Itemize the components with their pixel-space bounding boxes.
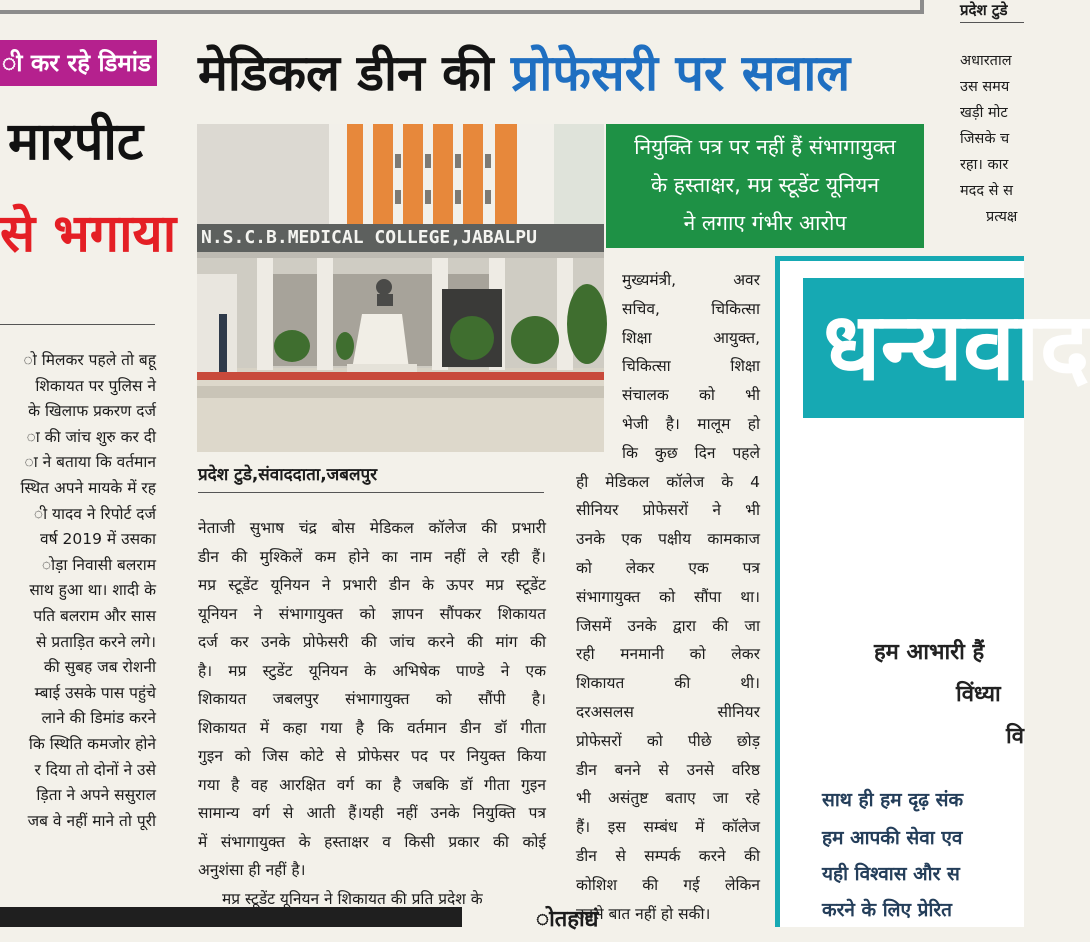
body-line: यूनियन ने संभागायुक्त को ज्ञापन सौंपकर शिकायत: [198, 604, 546, 623]
page-top-border: [0, 0, 920, 14]
advert-line: हम आभारी हैं: [874, 640, 985, 665]
far-right-divider: [960, 22, 1024, 23]
right-col-line: सचिव, चिकित्सा: [622, 299, 760, 318]
advert-line: वि: [1006, 724, 1024, 749]
body-line: में संभागायुक्त के हस्ताक्षर व किसी प्रकार की कोई: [198, 832, 546, 851]
left-body-line: की सुबह जब रोशनी: [43, 658, 156, 677]
right-col-line: हैं। इस सम्बंध में कॉलेज: [576, 818, 760, 837]
left-body-line: ी यादव ने रिपोर्ट दर्ज: [33, 504, 156, 523]
right-col-line: जिसमें उनके द्वारा की जा: [576, 616, 760, 635]
body-line: शिकायत में कहा गया है कि वर्तमान डीन डॉ गीता: [198, 718, 546, 737]
college-building-illustration: [197, 124, 604, 452]
left-body-line: ा ने बताया कि वर्तमान: [24, 453, 156, 472]
left-body-line: ोड़ा निवासी बलराम: [41, 555, 156, 574]
subhead-line: ने लगाए गंभीर आरोप: [683, 211, 847, 235]
far-right-byline: प्रदेश टुडे: [960, 1, 1008, 19]
college-sign-text: N.S.C.B.MEDICAL COLLEGE,JABALPU: [201, 227, 537, 248]
advert-small-line: साथ ही हम दृढ़ संक: [822, 789, 964, 811]
subhead-line: नियुक्ति पत्र पर नहीं हैं संभागायुक्त: [634, 135, 896, 159]
body-line: मप्र स्टूडेंट यूनियन ने शिकायत की प्रति प्रदेश के: [222, 889, 483, 908]
next-headline-fragment: [536, 906, 726, 932]
right-col-line: कोशिश की गई लेकिन: [576, 875, 760, 894]
right-col-line: ही मेडिकल कॉलेज के 4: [576, 472, 760, 491]
advert-small-line: करने के लिए प्रेरित: [822, 899, 952, 921]
right-col-line: कि कुछ दिन पहले: [622, 443, 760, 462]
body-line: दर्ज कर उनके प्रोफेसरी की जांच करने की मांग की: [198, 633, 546, 651]
far-right-line: खड़ी मोट: [960, 105, 1008, 121]
right-col-line: रही मनमानी को लेकर: [576, 645, 760, 664]
body-line: अनुशंसा ही नहीं है।: [198, 861, 306, 879]
right-col-line: सीनियर प्रोफेसरों ने भी: [576, 501, 760, 520]
advert-banner: [803, 278, 1090, 418]
left-body-line: ो मिलकर पहले तो बहू: [23, 351, 156, 369]
right-col-line: उनके एक पक्षीय कामकाज: [576, 530, 760, 549]
far-right-line: प्रत्यक्ष: [986, 209, 1018, 225]
left-story-headline-line2: से भगाया: [0, 204, 177, 264]
right-col-line: उनसे बात नहीं हो सकी।: [576, 904, 711, 923]
far-right-line: जिसके च: [960, 131, 1010, 147]
next-headline-text: ोतहाद्यं: [536, 907, 599, 932]
left-body-line: साथ हुआ था। शादी के: [29, 581, 156, 600]
left-body-line: के खिलाफ प्रकरण दर्ज: [28, 402, 156, 421]
left-story-kicker: ी कर रहे डिमांड: [0, 40, 157, 86]
right-col-line: मुख्यमंत्री, अवर: [622, 271, 760, 289]
left-body-line: ा की जांच शुरु कर दी: [26, 427, 156, 446]
left-body-line: वर्ष 2019 में उसका: [40, 530, 156, 549]
right-col-line: डीन से सम्पर्क करने की: [576, 846, 760, 865]
left-body-line: स्थित अपने मायके में रह: [20, 478, 156, 497]
main-subhead-box: [606, 124, 924, 248]
left-body-line: ड़िता ने अपने ससुराल: [36, 786, 156, 805]
far-right-line: अधारताल: [960, 53, 1012, 69]
right-col-line: भेजी है। मालूम हो: [622, 414, 760, 433]
right-col-line: डीन बनने से उनसे वरिष्ठ: [576, 760, 760, 779]
left-body-line: लाने की डिमांड करने: [41, 709, 156, 728]
left-body-line: जब वे नहीं माने तो पूरी: [27, 811, 156, 830]
main-story-body: [198, 514, 546, 913]
right-col-line: दरअसलस सीनियर: [576, 702, 760, 721]
far-right-line: मदद से स: [960, 183, 1013, 199]
body-line: मप्र स्टूडेंट यूनियन ने प्रभारी डीन के ऊपर मप्र स्टूडेंट: [198, 576, 546, 594]
main-headline: [198, 38, 850, 108]
right-col-line: को लेकर एक पत्र: [576, 558, 760, 577]
byline: प्रदेश टुडे,संवाददाता,जबलपुर: [198, 465, 378, 485]
advert-small-line: हम आपकी सेवा एव: [822, 827, 963, 849]
left-body-line: शिकायत पर पुलिस ने: [35, 376, 156, 395]
main-story-right-column: [576, 266, 760, 928]
body-line: सामान्य वर्ग से आती हैं।यही नहीं उनके नियुक्ति पत्र: [198, 804, 546, 822]
main-headline-part1: मेडिकल डीन की: [198, 44, 511, 102]
left-story-divider: [0, 324, 155, 325]
far-right-line: रहा। कार: [960, 157, 1009, 173]
main-headline-part2: प्रोफेसरी पर सवाल: [510, 44, 851, 102]
right-col-line: भी असंतुष्ट बताए जा रहे: [576, 789, 760, 808]
right-col-line: संभागायुक्त को सौंपा था।: [576, 587, 760, 606]
medical-college-photo: [197, 124, 604, 452]
far-right-body: [960, 48, 1024, 230]
subhead-line: के हस्ताक्षर, मप्र स्टूडेंट यूनियन: [650, 173, 880, 197]
body-line: गया है वह आरक्षित वर्ग का है जबकि डॉ गीता गुइन: [198, 775, 546, 794]
left-body-line: से प्रताड़ित करने लगे।: [35, 632, 156, 651]
left-body-line: र दिया तो दोनों ने उसे: [34, 760, 156, 779]
body-line: गुइन को जिस कोटे से प्रोफेसर पद पर नियुक्त किया: [198, 747, 546, 765]
body-line: नेताजी सुभाष चंद्र बोस मेडिकल कॉलेज की प्रभारी: [198, 519, 546, 537]
far-right-line: उस समय: [960, 79, 1010, 95]
advert-line: विंध्या: [956, 682, 1001, 707]
right-col-line: चिकित्सा शिक्षा: [622, 357, 760, 376]
right-col-line: प्रोफेसरों को पीछे छोड़: [576, 731, 760, 750]
body-line: शिकायत जबलपुर संभागायुक्त को सौंपी है।: [198, 690, 546, 708]
left-body-line: कि स्थिति कमजोर होने: [28, 734, 156, 753]
right-col-line: शिक्षा आयुक्त,: [622, 328, 760, 347]
advert-big-word: धन्यवाद: [823, 293, 1090, 402]
column-border: [920, 0, 924, 14]
left-story-body: [0, 348, 156, 834]
body-line: डीन की मुश्किलें कम होने का नाम नहीं ले रही हैं।: [198, 547, 546, 566]
right-col-line: संचालक को भी: [622, 386, 760, 405]
left-story-headline-line1: मारपीट: [8, 112, 144, 172]
byline-divider: [198, 492, 544, 493]
right-col-line: शिकायत की थी।: [576, 674, 760, 693]
body-line: है। मप्र स्टुडेंट यूनियन के अभिषेक पाण्डे ने एक: [198, 661, 546, 680]
advert-small-line: यही विश्वास और स: [822, 863, 960, 885]
left-body-line: म्बाई उसके पास पहुंचे: [34, 683, 156, 702]
left-body-line: पति बलराम और सास: [33, 606, 156, 625]
